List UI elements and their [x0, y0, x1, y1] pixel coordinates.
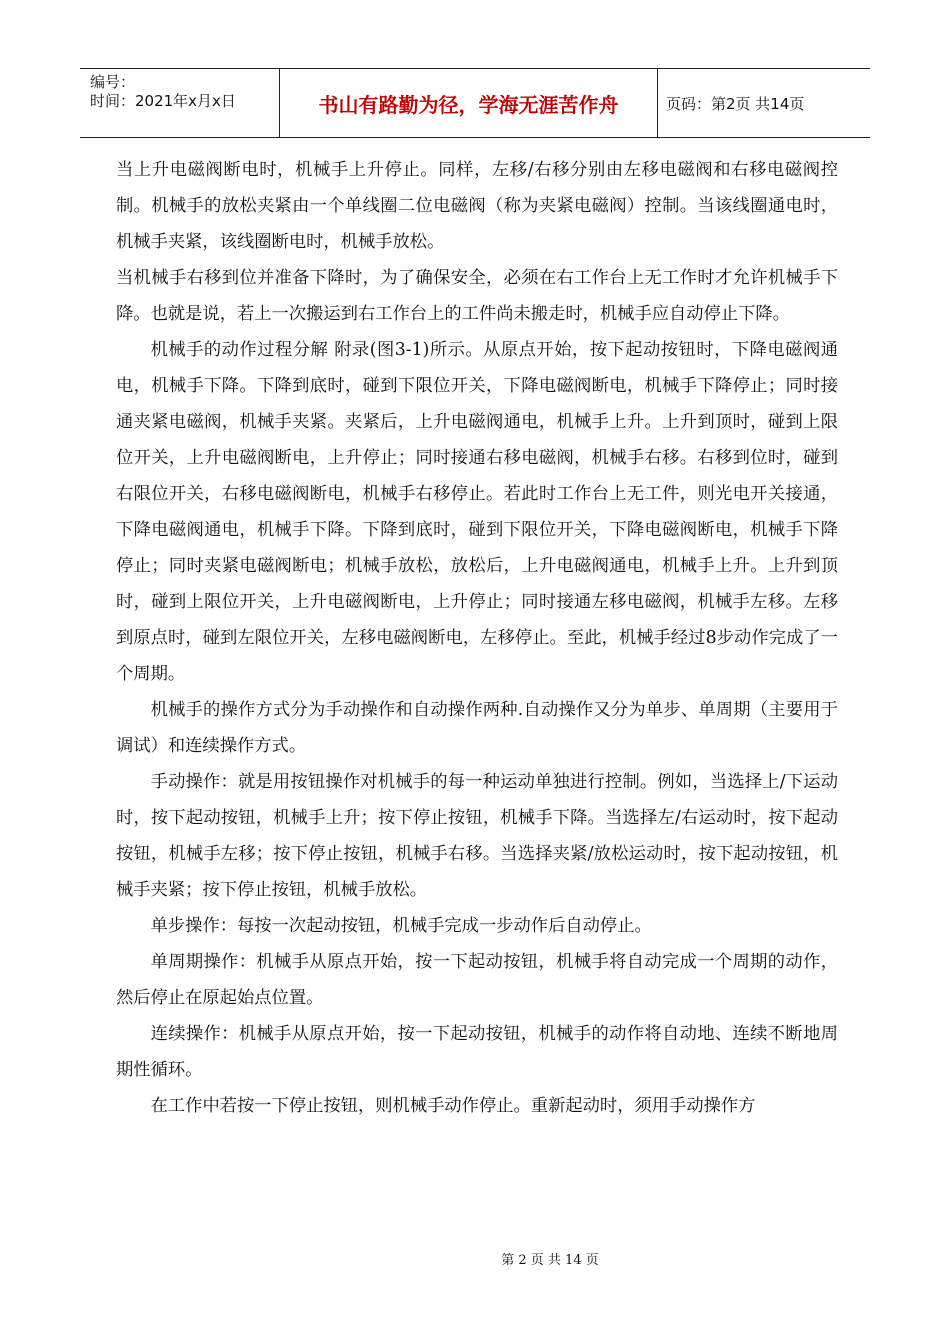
header-page-label: 页码：第2页 共14页 — [666, 94, 805, 113]
paragraph: 连续操作：机械手从原点开始，按一下起动按钮，机械手的动作将自动地、连续不断地周期性循环。 — [116, 1024, 838, 1080]
paragraph: 当机械手右移到位并准备下降时，为了确保安全，必须在右工作台上无工作时才允许机械手下降。也就是说，若上一次搬运到右工作台上的工件尚未搬走时，机械手应自动停止下降。 — [116, 268, 838, 324]
paragraph: 机械手的动作过程分解 附录(图3-1)所示。从原点开始，按下起动按钮时，下降电磁阀通电，机械手下降。下降到底时，碰到下限位开关，下降电磁阀断电，机械手下降停止；同时接通夹紧电磁阀，机械手夹紧。夹紧后，上升电磁阀通电，机械手上升。上升到顶时，碰到上限位开关，上升电磁阀断电，上升停止；同时接通右移电磁阀，机械手右移。右移到位时，碰到右限位开关，右移电磁阀断电，机械手右移停止。若此时工作台上无工件，则光电开关接通，下降电磁阀通电，机械手下降。下降到底时，碰到下限位开关，下降电磁阀断电，机械手下降停止；同时夹紧电磁阀断电；机械手放松，放松后，上升电磁阀通电，机械手上升。上升到顶时，碰到上限位开关，上升电磁阀断电，上升停止；同时接通左移电磁阀，机械手左移。左移到原点时，碰到左限位开关，左移电磁阀断电，左移停止。至此，机械手经过8步动作完成了一个周期。 — [116, 340, 838, 684]
paragraph: 机械手的操作方式分为手动操作和自动操作两种.自动操作又分为单步、单周期（主要用于调试）和连续操作方式。 — [116, 700, 838, 756]
paragraph: 单周期操作：机械手从原点开始，按一下起动按钮，机械手将自动完成一个周期的动作，然后停止在原起始点位置。 — [116, 952, 838, 1008]
paragraph: 当上升电磁阀断电时，机械手上升停止。同样，左移/右移分别由左移电磁阀和右移电磁阀控制。机械手的放松夹紧由一个单线圈二位电磁阀（称为夹紧电磁阀）控制。当该线圈通电时，机械手夹紧，该线圈断电时，机械手放松。 — [116, 160, 838, 252]
page-header — [80, 68, 870, 138]
time-label: 时间：2021年x月x日 — [90, 92, 236, 110]
code-label: 编号： — [90, 73, 136, 91]
paragraph: 单步操作：每按一次起动按钮，机械手完成一步动作后自动停止。 — [150, 916, 652, 936]
header-motto: 书山有路勤为径，学海无涯苦作舟 — [280, 69, 658, 137]
header-meta — [80, 69, 280, 137]
document-body — [116, 152, 838, 1124]
paragraph: 手动操作：就是用按钮操作对机械手的每一种运动单独进行控制。例如，当选择上/下运动时，按下起动按钮，机械手上升；按下停止按钮，机械手下降。当选择左/右运动时，按下起动按钮，机械手左移；按下停止按钮，机械手右移。当选择夹紧/放松运动时，按下起动按钮，机械手夹紧；按下停止按钮，机械手放松。 — [116, 772, 838, 900]
page-footer: 第 2 页 共 14 页 — [501, 1253, 599, 1268]
paragraph: 在工作中若按一下停止按钮，则机械手动作停止。重新起动时，须用手动操作方 — [150, 1096, 756, 1116]
